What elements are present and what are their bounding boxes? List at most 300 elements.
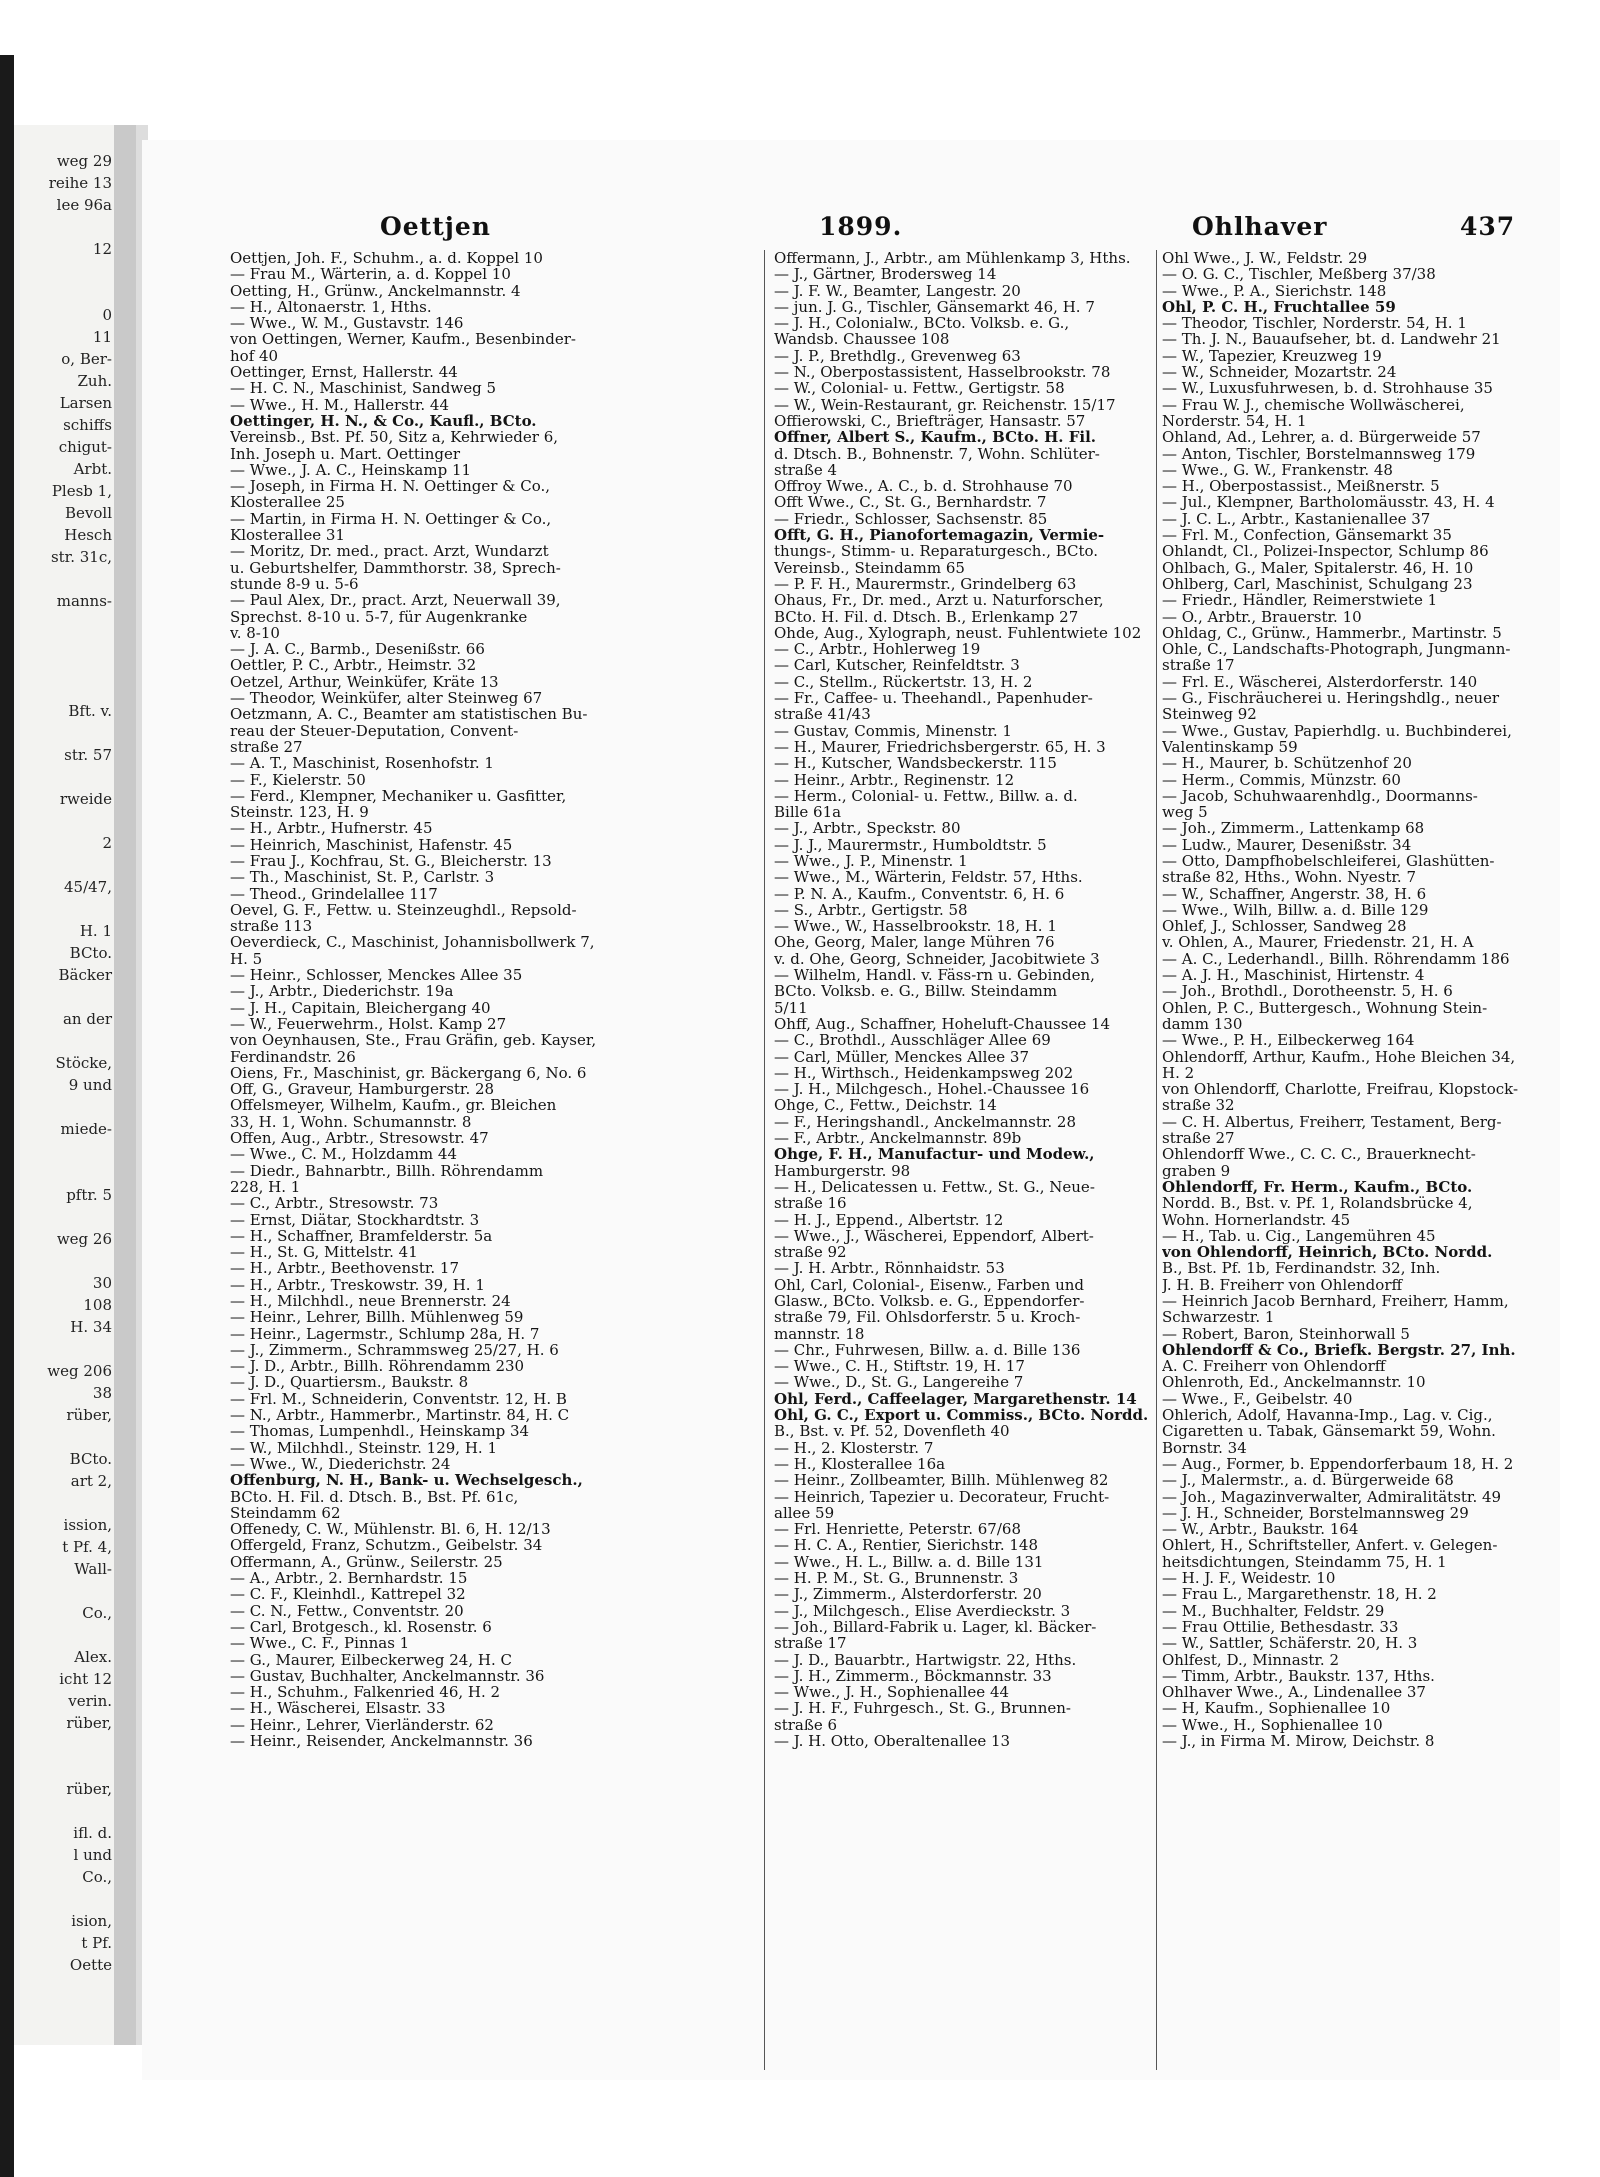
directory-entry: — H., Arbtr., Beethovenstr. 17	[230, 1260, 459, 1277]
facing-page-text: reihe 13	[48, 174, 112, 192]
facing-page-text: Alex.	[74, 1648, 112, 1666]
directory-entry: 33, H. 1, Wohn. Schumannstr. 8	[230, 1113, 472, 1131]
facing-page-text: str. 57	[64, 746, 112, 764]
directory-entry: straße 6	[774, 1716, 838, 1734]
directory-entry: Ohlberg, Carl, Maschinist, Schulgang 23	[1162, 575, 1473, 593]
directory-entry: — Frl. M., Confection, Gänsemarkt 35	[1162, 527, 1452, 544]
directory-entry: — C., Arbtr., Stresowstr. 73	[230, 1195, 439, 1212]
directory-entry: — Aug., Former, b. Eppendorferbaum 18, H. 2	[1162, 1455, 1514, 1473]
directory-entry: Norderstr. 54, H. 1	[1162, 412, 1307, 430]
directory-entry: — N., Oberpostassistent, Hasselbrookstr. 78	[774, 364, 1111, 381]
directory-entry: — Th. J. N., Bauaufseher, bt. d. Landwehr 21	[1162, 331, 1501, 348]
directory-entry: — W., Wein-Restaurant, gr. Reichenstr. 15/17	[774, 396, 1116, 413]
directory-entry: — Wwe., W. M., Gustavstr. 146	[230, 315, 464, 332]
directory-entry: — Timm, Arbtr., Baukstr. 137, Hths.	[1162, 1667, 1435, 1685]
directory-entry: — H., Tab. u. Cig., Langemühren 45	[1162, 1227, 1436, 1245]
facing-page-text: rüber,	[66, 1714, 112, 1732]
directory-entry: Offelsmeyer, Wilhelm, Kaufm., gr. Bleichen	[230, 1097, 557, 1114]
directory-entry: — Heinr., Lehrer, Vierländerstr. 62	[230, 1716, 494, 1734]
directory-entry: — Frau Ottilie, Bethesdastr. 33	[1162, 1618, 1399, 1636]
directory-entry: H. 2	[1162, 1064, 1195, 1082]
directory-entry: — J. A. C., Barmb., Desenißstr. 66	[230, 641, 485, 658]
directory-entry: — Th., Maschinist, St. P., Carlstr. 3	[230, 869, 495, 886]
facing-page-text: BCto.	[69, 944, 112, 962]
column-middle	[774, 250, 1148, 2080]
directory-entry: — Joh., Magazinverwalter, Admiralitätstr. 49	[1162, 1488, 1502, 1505]
directory-entry: — Wwe., J. A. C., Heinskamp 11	[230, 461, 472, 479]
directory-entry: Offenedy, C. W., Mühlenstr. Bl. 6, H. 12/13	[230, 1521, 551, 1538]
facing-page-text: Plesb 1,	[51, 482, 112, 500]
directory-entry: — W., Schneider, Mozartstr. 24	[1162, 364, 1397, 381]
directory-entry: Ohlerich, Adolf, Havanna-Imp., Lag. v. Cig.,	[1162, 1407, 1493, 1424]
directory-entry: — A. C., Lederhandl., Billh. Röhrendamm 186	[1162, 950, 1510, 968]
directory-entry: — C. F., Kleinhdl., Kattrepel 32	[230, 1586, 466, 1603]
directory-entry: — H., Wirthsch., Heidenkampsweg 202	[774, 1064, 1074, 1082]
directory-entry: Ohge, C., Fettw., Deichstr. 14	[774, 1097, 997, 1114]
directory-entry: — Theodor, Tischler, Norderstr. 54, H. 1	[1162, 315, 1467, 332]
directory-entry: — A., Arbtr., 2. Bernhardstr. 15	[230, 1570, 468, 1587]
directory-entry: — H., Arbtr., Hufnerstr. 45	[230, 820, 433, 837]
directory-entry: Offroy Wwe., A. C., b. d. Strohhause 70	[774, 478, 1073, 495]
directory-entry: Oettinger, Ernst, Hallerstr. 44	[230, 364, 458, 381]
directory-entry: Ohlenroth, Ed., Anckelmannstr. 10	[1162, 1374, 1426, 1391]
directory-entry: — J. H., Zimmerm., Böckmannstr. 33	[774, 1667, 1052, 1685]
directory-entry: — J. D., Arbtr., Billh. Röhrendamm 230	[230, 1358, 525, 1375]
directory-entry: Ohlendorff Wwe., C. C. C., Brauerknecht-	[1162, 1146, 1476, 1163]
directory-entry: — Carl, Kutscher, Reinfeldtstr. 3	[774, 657, 1020, 674]
directory-entry: — S., Arbtr., Gertigstr. 58	[774, 901, 968, 919]
directory-entry: — Friedr., Händler, Reimerstwiete 1	[1162, 592, 1438, 609]
directory-entry: — A. T., Maschinist, Rosenhofstr. 1	[230, 755, 494, 772]
directory-entry: Ohff, Aug., Schaffner, Hoheluft-Chaussee 14	[774, 1015, 1111, 1033]
directory-entry: B., Bst. Pf. 1b, Ferdinandstr. 32, Inh.	[1162, 1260, 1441, 1277]
directory-entry: Klosterallee 25	[230, 494, 345, 511]
facing-page-text: verin.	[68, 1692, 112, 1710]
directory-entry: — Jul., Klempner, Bartholomäusstr. 43, H. 4	[1162, 494, 1495, 511]
directory-entry: stunde 8-9 u. 5-6	[230, 575, 359, 593]
directory-entry: Klosterallee 31	[230, 527, 345, 544]
directory-entry: Cigaretten u. Tabak, Gänsemarkt 59, Wohn.	[1162, 1423, 1496, 1440]
directory-entry: Offermann, J., Arbtr., am Mühlenkamp 3, Hths.	[774, 250, 1131, 267]
facing-page-text: 0	[102, 306, 112, 324]
directory-entry: — Moritz, Dr. med., pract. Arzt, Wundarzt	[230, 543, 549, 560]
facing-page-text: manns-	[56, 592, 112, 610]
directory-entry: — J. H., Milchgesch., Hohel.-Chaussee 16	[774, 1081, 1090, 1098]
directory-entry: — Heinr., Schlosser, Menckes Allee 35	[230, 967, 523, 984]
directory-entry: Nordd. B., Bst. v. Pf. 1, Rolandsbrücke 4,	[1162, 1195, 1473, 1212]
directory-entry: v. d. Ohe, Georg, Schneider, Jacobitwiete 3	[774, 950, 1100, 968]
directory-entry: — Heinr., Lehrer, Billh. Mühlenweg 59	[230, 1309, 524, 1326]
directory-entry: — H., St. G, Mittelstr. 41	[230, 1244, 418, 1261]
facing-page-text: ision,	[71, 1912, 112, 1930]
facing-page-text: rüber,	[66, 1780, 112, 1798]
directory-entry: Steindamm 62	[230, 1504, 341, 1522]
facing-page-text: l und	[73, 1846, 112, 1864]
directory-entry: — J. D., Bauarbtr., Hartwigstr. 22, Hths.	[774, 1651, 1077, 1668]
directory-entry: Steinweg 92	[1162, 706, 1257, 723]
directory-entry: — J., Arbtr., Speckstr. 80	[774, 820, 961, 837]
directory-entry: von Ohlendorff, Heinrich, BCto. Nordd.	[1162, 1244, 1493, 1261]
directory-entry: Ohlhaver Wwe., A., Lindenallee 37	[1162, 1684, 1426, 1701]
directory-entry: Bille 61a	[774, 804, 842, 821]
facing-page-text: 38	[92, 1384, 112, 1402]
directory-entry: — W., Schaffner, Angerstr. 38, H. 6	[1162, 885, 1427, 902]
directory-entry: u. Geburtshelfer, Dammthorstr. 38, Sprech-	[230, 559, 561, 576]
directory-entry: mannstr. 18	[774, 1325, 865, 1342]
directory-page	[142, 140, 1560, 2080]
directory-entry: straße 4	[774, 461, 838, 479]
directory-entry: — J. P., Brethdlg., Grevenweg 63	[774, 347, 1021, 365]
directory-entry: — Frau L., Margarethenstr. 18, H. 2	[1162, 1586, 1437, 1603]
directory-entry: — Wwe., P. A., Sierichstr. 148	[1162, 282, 1387, 299]
directory-entry: Bornstr. 34	[1162, 1439, 1247, 1456]
directory-entry: straße 17	[1162, 657, 1235, 674]
directory-entry: Ohe, Georg, Maler, lange Mühren 76	[774, 934, 1055, 951]
directory-entry: thungs-, Stimm- u. Reparaturgesch., BCto.	[774, 543, 1099, 560]
directory-entry: — G., Fischräucherei u. Heringshdlg., neuer	[1162, 690, 1500, 707]
header-year: 1899.	[819, 212, 903, 241]
directory-entry: Steinstr. 123, H. 9	[230, 804, 369, 821]
facing-page-text: str. 31c,	[50, 548, 112, 566]
directory-entry: — F., Heringshandl., Anckelmannstr. 28	[774, 1113, 1077, 1131]
directory-entry: — H., Arbtr., Treskowstr. 39, H. 1	[230, 1276, 485, 1293]
directory-entry: von Ohlendorff, Charlotte, Freifrau, Klopstock-	[1162, 1081, 1519, 1098]
directory-entry: straße 32	[1162, 1097, 1235, 1114]
directory-entry: — Martin, in Firma H. N. Oettinger & Co.,	[230, 510, 552, 528]
facing-page-text: weg 26	[56, 1230, 112, 1248]
directory-entry: Ohlef, J., Schlosser, Sandweg 28	[1162, 918, 1407, 935]
directory-entry: — Ferd., Klempner, Mechaniker u. Gasfitter,	[230, 787, 567, 805]
facing-page-text: Bäcker	[58, 966, 112, 984]
facing-page-text: 30	[92, 1274, 112, 1292]
directory-entry: Offierowski, C., Briefträger, Hansastr. 57	[774, 412, 1086, 430]
directory-entry: Wohn. Hornerlandstr. 45	[1162, 1211, 1351, 1228]
directory-entry: — H., Milchhdl., neue Brennerstr. 24	[230, 1293, 511, 1310]
directory-entry: Ohlen, P. C., Buttergesch., Wohnung Stein-	[1162, 999, 1488, 1016]
directory-entry: Ohde, Aug., Xylograph, neust. Fuhlentwiete 102	[774, 624, 1142, 642]
directory-entry: — O., Arbtr., Brauerstr. 10	[1162, 608, 1362, 625]
directory-entry: B., Bst. v. Pf. 52, Dovenfleth 40	[774, 1423, 1010, 1440]
directory-entry: Ohle, C., Landschafts-Photograph, Jungmann-	[1162, 641, 1511, 658]
facing-page-text: t Pf. 4,	[62, 1538, 112, 1556]
directory-entry: Offermann, A., Grünw., Seilerstr. 25	[230, 1553, 503, 1571]
facing-page-text: Bevoll	[65, 504, 112, 522]
facing-page-text: Hesch	[64, 526, 112, 544]
directory-entry: — Heinrich, Maschinist, Hafenstr. 45	[230, 836, 513, 853]
facing-page-text: Oette	[69, 1956, 112, 1974]
directory-entry: — J. H., Schneider, Borstelmannsweg 29	[1162, 1504, 1469, 1522]
directory-entry: — Frl. M., Schneiderin, Conventstr. 12, H. B	[230, 1390, 567, 1408]
facing-page-text: lee 96a	[56, 196, 112, 214]
facing-page-text: Bft. v.	[68, 702, 112, 720]
directory-entry: — J., Zimmerm., Schrammsweg 25/27, H. 6	[230, 1341, 559, 1359]
directory-entry: graben 9	[1162, 1162, 1231, 1179]
directory-entry: — Frl. E., Wäscherei, Alsterdorferstr. 140	[1162, 673, 1478, 691]
directory-entry: — W., Milchhdl., Steinstr. 129, H. 1	[230, 1439, 497, 1456]
directory-entry: — Theod., Grindelallee 117	[230, 885, 438, 902]
directory-entry: — Wwe., D., St. G., Langereihe 7	[774, 1374, 1024, 1391]
directory-entry: Oetzel, Arthur, Weinküfer, Kräte 13	[230, 673, 499, 691]
facing-page-text: ifl. d.	[73, 1824, 112, 1842]
directory-entry: — Wwe., C. H., Stiftstr. 19, H. 17	[774, 1358, 1025, 1375]
header-left-keyword: Oettjen	[380, 212, 491, 241]
directory-entry: — Wwe., H. L., Billw. a. d. Bille 131	[774, 1553, 1044, 1571]
directory-entry: straße 113	[230, 918, 313, 935]
directory-entry: — J. H., Colonialw., BCto. Volksb. e. G.,	[774, 315, 1070, 332]
directory-entry: — Friedr., Schlosser, Sachsenstr. 85	[774, 510, 1048, 528]
directory-entry: — Wwe., Wilh, Billw. a. d. Bille 129	[1162, 901, 1429, 919]
facing-page-text: Co.,	[82, 1868, 112, 1886]
directory-entry: — H. J. F., Weidestr. 10	[1162, 1570, 1336, 1587]
directory-entry: — J. H., Capitain, Bleichergang 40	[230, 999, 491, 1016]
directory-entry: — Heinr., Lagermstr., Schlump 28a, H. 7	[230, 1325, 540, 1342]
directory-entry: — J. D., Quartiersm., Baukstr. 8	[230, 1374, 469, 1391]
directory-entry: Valentinskamp 59	[1162, 738, 1298, 756]
directory-entry: — H., Maurer, b. Schützenhof 20	[1162, 755, 1412, 772]
directory-entry: Offen, Aug., Arbtr., Stresowstr. 47	[230, 1130, 489, 1147]
directory-entry: Offner, Albert S., Kaufm., BCto. H. Fil.	[774, 429, 1097, 446]
directory-entry: Ohlendorff & Co., Briefk. Bergstr. 27, Inh.	[1162, 1341, 1516, 1359]
directory-entry: — Wwe., P. H., Eilbeckerweg 164	[1162, 1032, 1415, 1049]
directory-entry: Ohge, F. H., Manufactur- und Modew.,	[774, 1146, 1095, 1163]
directory-entry: — H. P. M., St. G., Brunnenstr. 3	[774, 1570, 1019, 1587]
directory-entry: — Theodor, Weinküfer, alter Steinweg 67	[230, 690, 543, 707]
book-gutter	[114, 125, 136, 2045]
directory-entry: d. Dtsch. B., Bohnenstr. 7, Wohn. Schlüter-	[774, 445, 1100, 462]
directory-entry: — Diedr., Bahnarbtr., Billh. Röhrendamm	[230, 1162, 544, 1179]
directory-entry: v. Ohlen, A., Maurer, Friedenstr. 21, H. A	[1162, 934, 1474, 951]
directory-entry: — J. H. Arbtr., Rönnhaidstr. 53	[774, 1260, 1005, 1277]
directory-entry: Off, G., Graveur, Hamburgerstr. 28	[230, 1081, 495, 1098]
directory-entry: Sprechst. 8-10 u. 5-7, für Augenkranke	[230, 608, 528, 625]
directory-entry: straße 92	[774, 1244, 847, 1261]
directory-entry: — J. J., Maurermstr., Humboldtstr. 5	[774, 836, 1047, 853]
facing-page-text: 45/47,	[64, 878, 112, 896]
directory-entry: — J., in Firma M. Mirow, Deichstr. 8	[1162, 1733, 1435, 1750]
directory-entry: — Wwe., H. M., Hallerstr. 44	[230, 396, 450, 413]
directory-entry: Oeverdieck, C., Maschinist, Johannisbollwerk 7,	[230, 934, 595, 951]
directory-entry: — Gustav, Buchhalter, Anckelmannstr. 36	[230, 1667, 545, 1685]
directory-entry: Ferdinandstr. 26	[230, 1048, 356, 1065]
directory-entry: — H., Wäscherei, Elsastr. 33	[230, 1700, 446, 1717]
directory-entry: — H., 2. Klosterstr. 7	[774, 1439, 934, 1456]
directory-entry: von Oettingen, Werner, Kaufm., Besenbinder-	[230, 331, 576, 348]
facing-page-text: 9 und	[68, 1076, 112, 1094]
directory-entry: — Heinr., Arbtr., Reginenstr. 12	[774, 771, 1015, 788]
directory-entry: — J., Zimmerm., Alsterdorferstr. 20	[774, 1586, 1042, 1603]
directory-entry: Offenburg, N. H., Bank- u. Wechselgesch.,	[230, 1472, 583, 1489]
facing-page-text: 108	[83, 1296, 112, 1314]
directory-entry: — H., Klosterallee 16a	[774, 1455, 946, 1473]
facing-page-text: Co.,	[82, 1604, 112, 1622]
directory-entry: — H. J., Eppend., Albertstr. 12	[774, 1211, 1004, 1228]
directory-entry: — J. C. L., Arbtr., Kastanienallee 37	[1162, 510, 1431, 528]
facing-page-text: o, Ber-	[61, 350, 112, 368]
directory-entry: — Wwe., Gustav, Papierhdlg. u. Buchbinderei,	[1162, 722, 1512, 739]
directory-entry: Ohlert, H., Schriftsteller, Anfert. v. Gelegen-	[1162, 1537, 1498, 1554]
directory-entry: — Anton, Tischler, Borstelmannsweg 179	[1162, 445, 1476, 462]
directory-entry: Offt Wwe., C., St. G., Bernhardstr. 7	[774, 494, 1047, 511]
facing-page-text: Arbt.	[73, 460, 112, 478]
directory-entry: Ohlendorff, Arthur, Kaufm., Hohe Bleichen 34,	[1162, 1048, 1516, 1065]
facing-page-text: chigut-	[58, 438, 112, 456]
directory-entry: — C. H. Albertus, Freiherr, Testament, Berg-	[1162, 1113, 1502, 1131]
facing-page-text: H. 34	[70, 1318, 112, 1336]
directory-entry: Hamburgerstr. 98	[774, 1162, 911, 1179]
directory-entry: 228, H. 1	[230, 1178, 301, 1196]
directory-entry: straße 79, Fil. Ohlsdorferstr. 5 u. Kroch-	[774, 1309, 1081, 1326]
directory-entry: v. 8-10	[230, 624, 280, 642]
facing-page-text: icht 12	[59, 1670, 112, 1688]
directory-entry: — Gustav, Commis, Minenstr. 1	[774, 722, 1012, 739]
column-left	[230, 250, 748, 2080]
facing-page-text: Zuh.	[77, 372, 112, 390]
directory-entry: — H. C. A., Rentier, Sierichstr. 148	[774, 1537, 1038, 1554]
directory-entry: — Joh., Brothdl., Dorotheenstr. 5, H. 6	[1162, 983, 1453, 1000]
directory-entry: — Ludw., Maurer, Desenißstr. 34	[1162, 836, 1412, 853]
directory-entry: heitsdichtungen, Steindamm 75, H. 1	[1162, 1553, 1447, 1571]
directory-entry: — H., Kutscher, Wandsbeckerstr. 115	[774, 755, 1057, 772]
directory-entry: 5/11	[774, 999, 808, 1016]
directory-entry: — Ernst, Diätar, Stockhardtstr. 3	[230, 1211, 480, 1228]
facing-page-fragment	[14, 125, 115, 2045]
directory-entry: — Heinr., Zollbeamter, Billh. Mühlenweg 82	[774, 1472, 1109, 1489]
directory-entry: BCto. Volksb. e. G., Billw. Steindamm	[774, 983, 1058, 1000]
directory-entry: — W., Arbtr., Baukstr. 164	[1162, 1521, 1359, 1538]
directory-entry: Inh. Joseph u. Mart. Oettinger	[230, 445, 461, 462]
column-divider	[764, 250, 765, 2070]
directory-entry: Oetzmann, A. C., Beamter am statistischen Bu-	[230, 706, 588, 723]
facing-page-text: an der	[62, 1010, 112, 1028]
directory-entry: — Paul Alex, Dr., pract. Arzt, Neuerwall 39,	[230, 592, 561, 609]
directory-entry: — F., Arbtr., Anckelmannstr. 89b	[774, 1130, 1022, 1147]
facing-page-text: H. 1	[79, 922, 112, 940]
directory-entry: — J., Milchgesch., Elise Averdieckstr. 3	[774, 1602, 1071, 1619]
directory-entry: — H., Oberpostassist., Meißnerstr. 5	[1162, 478, 1440, 495]
header-right-keyword: Ohlhaver	[1192, 212, 1328, 241]
directory-entry: — H., Altonaerstr. 1, Hths.	[230, 298, 432, 316]
scanner-edge	[0, 55, 14, 2177]
directory-entry: — Fr., Caffee- u. Theehandl., Papenhuder-	[774, 690, 1093, 707]
facing-page-text: weg 206	[47, 1362, 112, 1380]
facing-page-text: rweide	[59, 790, 112, 808]
directory-entry: — Frau J., Kochfrau, St. G., Bleicherstr. 13	[230, 852, 552, 870]
directory-entry: Offt, G. H., Pianofortemagazin, Vermie-	[774, 527, 1105, 544]
directory-entry: — J. H. F., Fuhrgesch., St. G., Brunnen-	[774, 1700, 1071, 1717]
facing-page-text: rüber,	[66, 1406, 112, 1424]
directory-entry: Ohlendorff, Fr. Herm., Kaufm., BCto.	[1162, 1178, 1473, 1196]
directory-entry: weg 5	[1162, 804, 1208, 821]
facing-page-text: pftr. 5	[66, 1186, 112, 1204]
directory-entry: — W., Luxusfuhrwesen, b. d. Strohhause 35	[1162, 380, 1493, 397]
directory-entry: — J. H. Otto, Oberaltenallee 13	[774, 1733, 1011, 1750]
facing-page-text: ission,	[63, 1516, 112, 1534]
facing-page-text: art 2,	[70, 1472, 112, 1490]
directory-entry: — Joh., Zimmerm., Lattenkamp 68	[1162, 820, 1425, 837]
directory-entry: Oettler, P. C., Arbtr., Heimstr. 32	[230, 657, 477, 674]
directory-entry: straße 17	[774, 1635, 847, 1652]
facing-page-text: miede-	[60, 1120, 112, 1138]
directory-entry: Vereinsb., Bst. Pf. 50, Sitz a, Kehrwieder 6,	[230, 429, 559, 446]
directory-entry: — A. J. H., Maschinist, Hirtenstr. 4	[1162, 967, 1425, 984]
facing-page-text: Wall-	[74, 1560, 112, 1578]
directory-entry: Ohlandt, Cl., Polizei-Inspector, Schlump 86	[1162, 543, 1489, 560]
directory-entry: Ohl, G. C., Export u. Commiss., BCto. Nordd.	[774, 1407, 1148, 1424]
directory-entry: H. 5	[230, 950, 263, 968]
directory-entry: Schwarzestr. 1	[1162, 1309, 1275, 1326]
directory-entry: Ohland, Ad., Lehrer, a. d. Bürgerweide 57	[1162, 429, 1481, 446]
directory-entry: — P. N. A., Kaufm., Conventstr. 6, H. 6	[774, 885, 1065, 902]
directory-entry: Ohlbach, G., Maler, Spitalerstr. 46, H. 10	[1162, 559, 1474, 576]
directory-entry: — Frau W. J., chemische Wollwäscherei,	[1162, 396, 1465, 413]
directory-entry: Oettinger, H. N., & Co., Kaufl., BCto.	[230, 412, 537, 430]
facing-page-text: weg 29	[56, 152, 112, 170]
directory-entry: von Oeynhausen, Ste., Frau Gräfin, geb. Kayser,	[230, 1032, 597, 1049]
directory-entry: — W., Sattler, Schäferstr. 20, H. 3	[1162, 1635, 1418, 1652]
directory-entry: — O. G. C., Tischler, Meßberg 37/38	[1162, 266, 1436, 283]
directory-entry: straße 16	[774, 1195, 847, 1212]
directory-entry: — Heinr., Reisender, Anckelmannstr. 36	[230, 1733, 533, 1750]
directory-entry: — Joh., Billard-Fabrik u. Lager, kl. Bäcker-	[774, 1618, 1097, 1636]
directory-entry: — Wwe., W., Hasselbrookstr. 18, H. 1	[774, 918, 1057, 935]
directory-entry: straße 27	[1162, 1130, 1235, 1147]
directory-entry: — Wwe., C. M., Holzdamm 44	[230, 1146, 458, 1163]
directory-entry: — Wwe., F., Geibelstr. 40	[1162, 1390, 1353, 1408]
directory-entry: Oiens, Fr., Maschinist, gr. Bäckergang 6, No. 6	[230, 1064, 587, 1082]
directory-entry: Offergeld, Franz, Schutzm., Geibelstr. 34	[230, 1537, 543, 1554]
directory-entry: hof 40	[230, 347, 279, 365]
column-divider	[1156, 250, 1157, 2070]
directory-entry: — C. N., Fettw., Conventstr. 20	[230, 1602, 464, 1619]
directory-entry: straße 82, Hths., Wohn. Nyestr. 7	[1162, 869, 1416, 886]
directory-entry: Ohlfest, D., Minnastr. 2	[1162, 1651, 1339, 1668]
directory-entry: — J., Malermstr., a. d. Bürgerweide 68	[1162, 1472, 1454, 1489]
directory-entry: — J. F. W., Beamter, Langestr. 20	[774, 282, 1021, 299]
directory-entry: Ohl Wwe., J. W., Feldstr. 29	[1162, 250, 1368, 267]
directory-entry: BCto. H. Fil. d. Dtsch. B., Bst. Pf. 61c,	[230, 1488, 519, 1505]
directory-entry: — H. C. N., Maschinist, Sandweg 5	[230, 380, 497, 397]
directory-entry: — Wilhelm, Handl. v. Fäss-rn u. Gebinden,	[774, 967, 1095, 984]
directory-entry: — W., Colonial- u. Fettw., Gertigstr. 58	[774, 380, 1065, 397]
directory-entry: — Herm., Colonial- u. Fettw., Billw. a. d.	[774, 787, 1078, 805]
directory-entry: — J., Arbtr., Diederichstr. 19a	[230, 983, 454, 1000]
directory-entry: Vereinsb., Steindamm 65	[774, 559, 965, 576]
facing-page-text: schiffs	[63, 416, 112, 434]
directory-entry: — F., Kielerstr. 50	[230, 771, 366, 788]
directory-entry: — G., Maurer, Eilbeckerweg 24, H. C	[230, 1651, 512, 1668]
directory-entry: Oevel, G. F., Fettw. u. Steinzeughdl., Repsold-	[230, 901, 577, 919]
directory-entry: BCto. H. Fil. d. Dtsch. B., Erlenkamp 27	[774, 608, 1079, 625]
directory-entry: reau der Steuer-Deputation, Convent-	[230, 722, 519, 739]
directory-entry: — Joseph, in Firma H. N. Oettinger & Co.,	[230, 478, 551, 495]
directory-entry: — Jacob, Schuhwaarenhdlg., Doormanns-	[1162, 787, 1478, 805]
directory-entry: A. C. Freiherr von Ohlendorff	[1162, 1358, 1386, 1375]
directory-entry: — Heinrich Jacob Bernhard, Freiherr, Hamm,	[1162, 1293, 1509, 1310]
directory-entry: — jun. J. G., Tischler, Gänsemarkt 46, H. 7	[774, 298, 1095, 316]
directory-entry: — Wwe., W., Diederichstr. 24	[230, 1455, 451, 1473]
directory-entry: — P. F. H., Maurermstr., Grindelberg 63	[774, 575, 1077, 593]
directory-entry: — Heinrich, Tapezier u. Decorateur, Frucht-	[774, 1488, 1110, 1505]
directory-entry: Ohl, Carl, Colonial-, Eisenw., Farben und	[774, 1276, 1085, 1293]
page-number: 437	[1460, 212, 1516, 241]
directory-entry: — Wwe., J., Wäscherei, Eppendorf, Albert-	[774, 1227, 1094, 1245]
directory-entry: — Wwe., G. W., Frankenstr. 48	[1162, 461, 1393, 479]
facing-page-text: BCto.	[69, 1450, 112, 1468]
directory-entry: — Thomas, Lumpenhdl., Heinskamp 34	[230, 1423, 530, 1440]
facing-page-text: Stöcke,	[55, 1054, 112, 1072]
facing-page-text: 2	[102, 834, 112, 852]
directory-entry: — M., Buchhalter, Feldstr. 29	[1162, 1602, 1385, 1619]
